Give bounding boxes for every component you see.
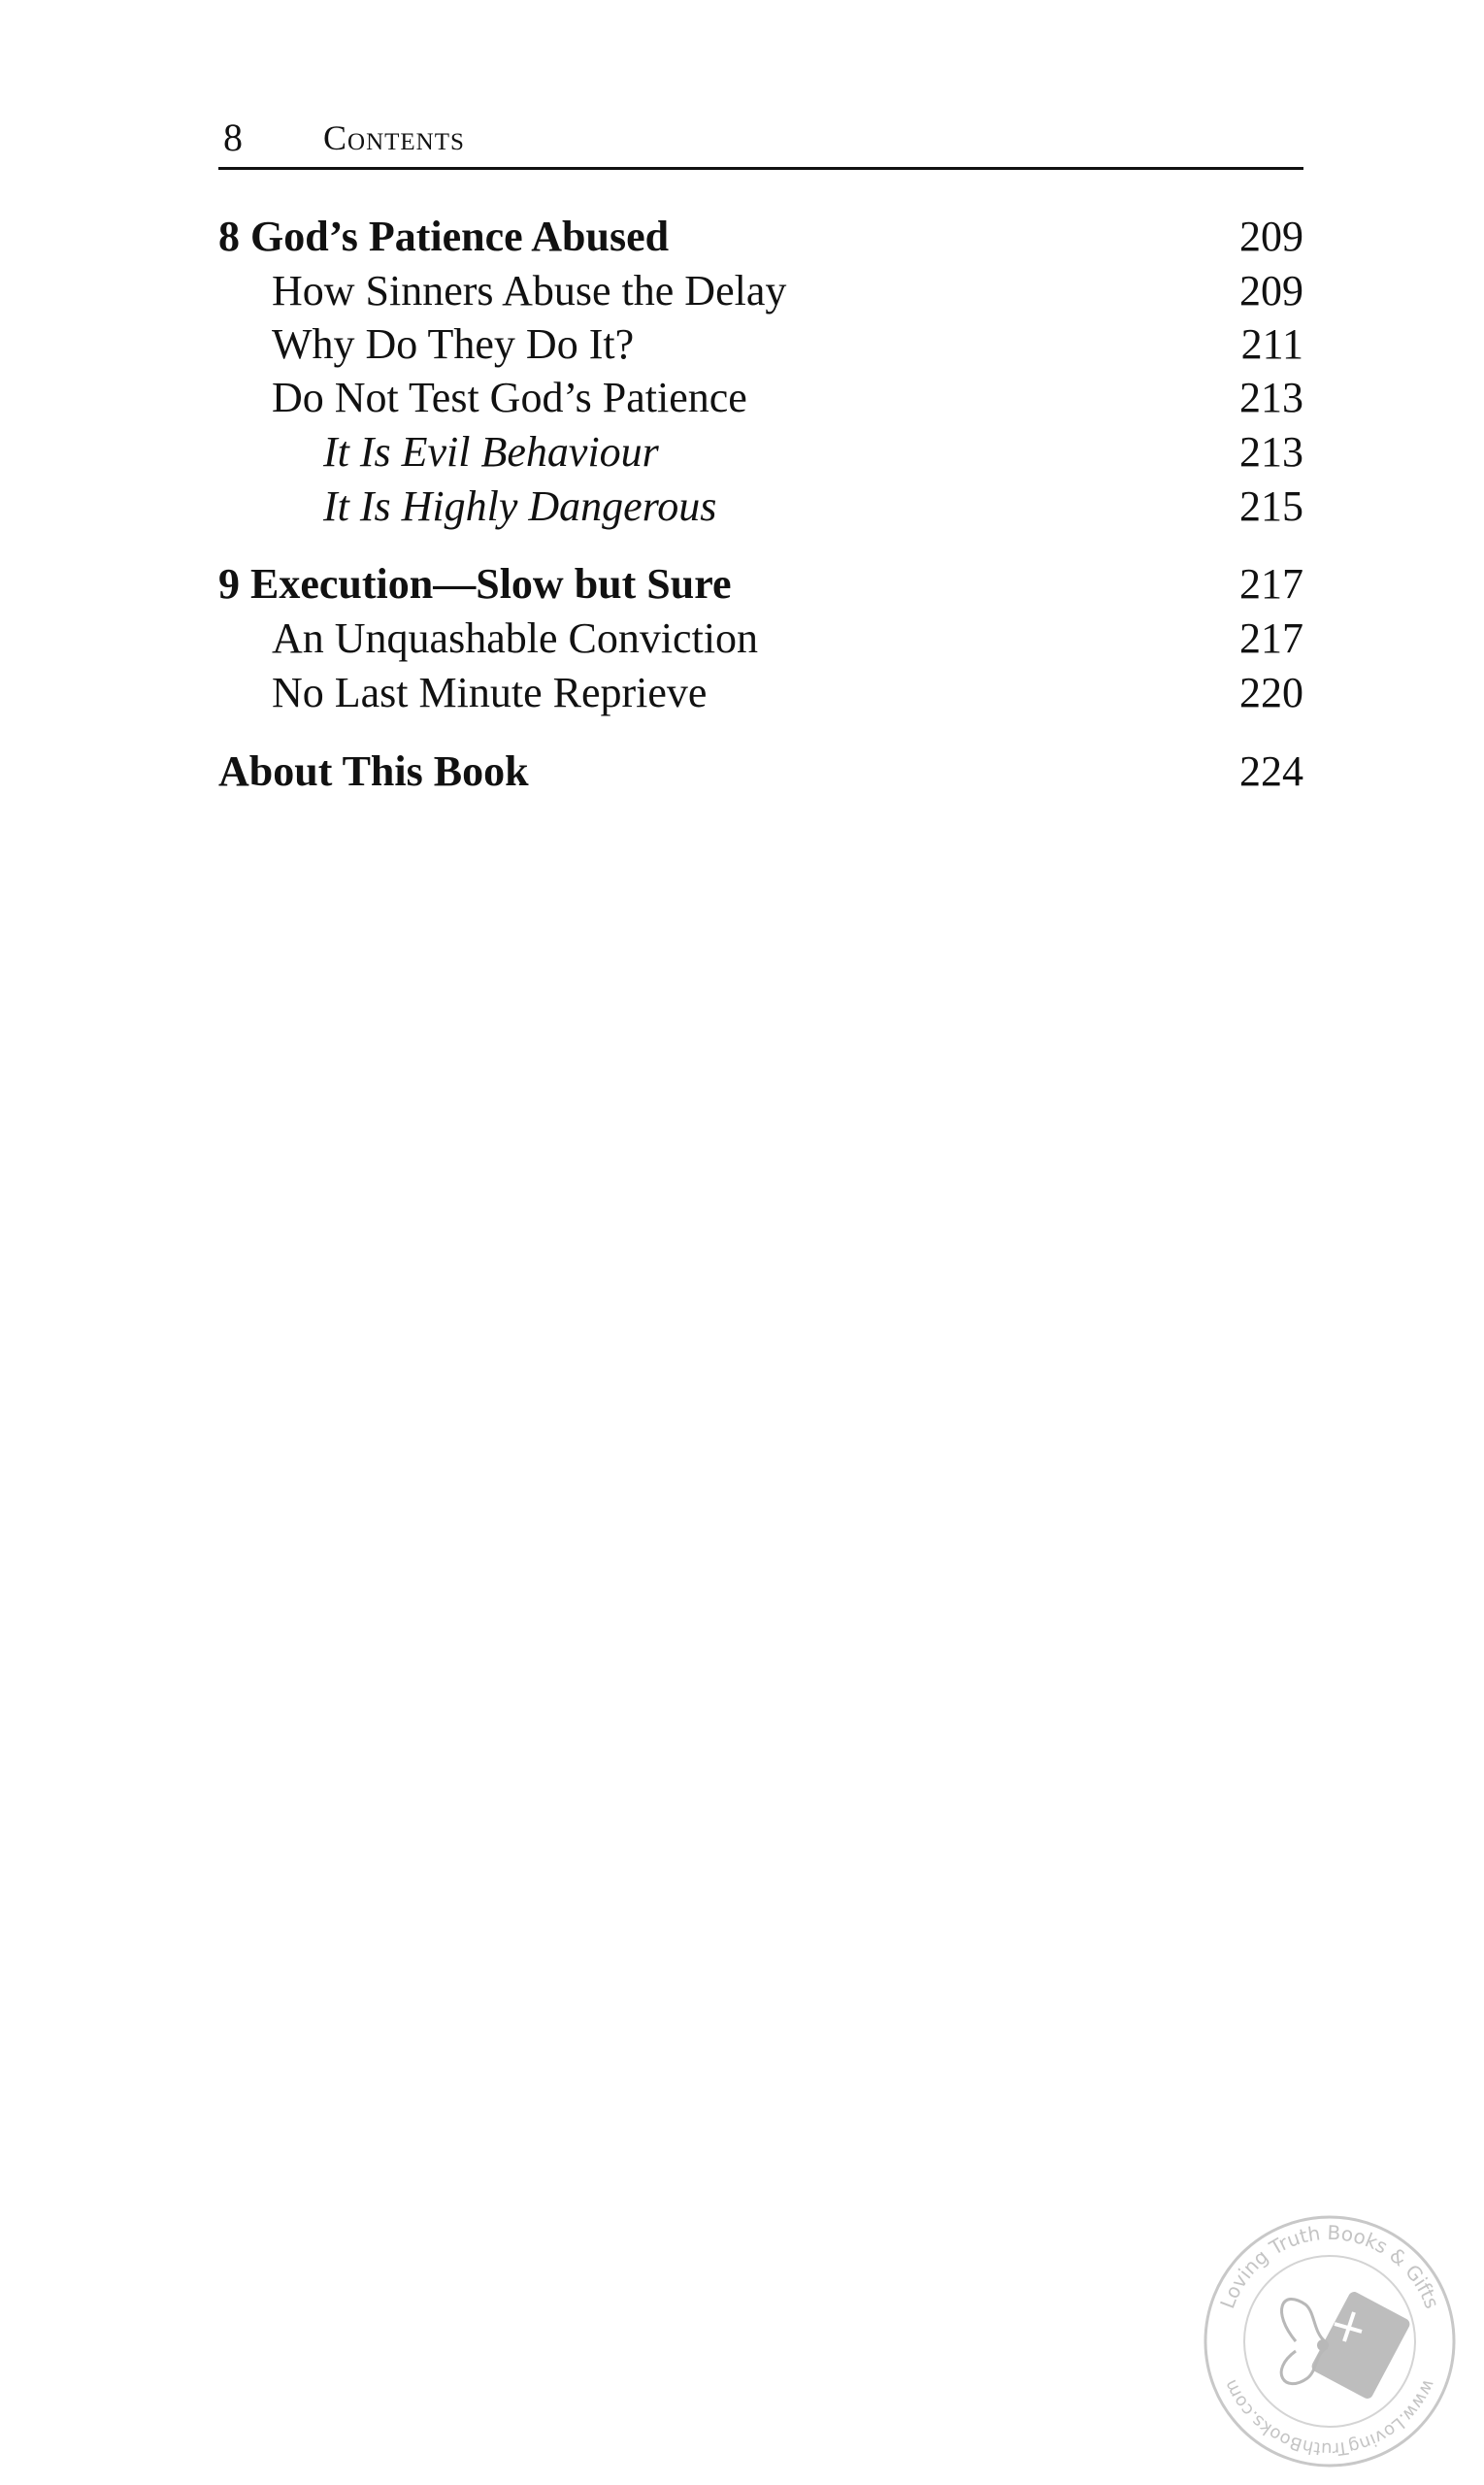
toc-entry-label: 8 God’s Patience Abused	[218, 213, 670, 260]
toc-entry-label: About This Book	[218, 747, 529, 795]
toc-entry-page: 217	[1239, 560, 1303, 608]
toc-entry-page: 215	[1239, 482, 1303, 530]
toc-entry-label: It Is Evil Behaviour	[323, 428, 659, 476]
toc-entry-page: 220	[1239, 669, 1303, 716]
toc-entry-section	[218, 666, 1303, 720]
toc-entry-section	[218, 612, 1303, 666]
toc-entry-label: 9 Execution—Slow but Sure	[218, 560, 732, 608]
toc-entry-page: 209	[1239, 267, 1303, 315]
toc-entry-page: 209	[1239, 213, 1303, 260]
page-number: 8	[223, 116, 243, 159]
toc-entry-section	[218, 317, 1303, 372]
toc-entry-page: 217	[1239, 614, 1303, 662]
toc-entry-chapter-9	[218, 557, 1303, 612]
toc-entry-subsection	[218, 480, 1303, 534]
toc-entry-section	[218, 371, 1303, 425]
toc-entry-page: 211	[1240, 320, 1303, 368]
toc-entry-label: Why Do They Do It?	[272, 320, 635, 368]
toc-entry-about	[218, 745, 1303, 799]
watermark-seal	[1189, 2196, 1470, 2477]
running-title: Contents	[323, 118, 465, 157]
toc-entry-page: 224	[1239, 747, 1303, 795]
toc-entry-page: 213	[1239, 374, 1303, 421]
gift-book-icon	[1281, 2290, 1411, 2401]
toc-entry-chapter-8	[218, 210, 1303, 264]
running-head	[218, 109, 1303, 167]
watermark-text-bottom: www.LovingTruthBooks.com	[1220, 2376, 1439, 2460]
toc-entry-page: 213	[1239, 428, 1303, 476]
toc-entry-label: How Sinners Abuse the Delay	[272, 267, 787, 315]
toc-entry-subsection	[218, 425, 1303, 480]
toc-entry-section	[218, 264, 1303, 318]
toc-entry-label: An Unquashable Conviction	[272, 614, 759, 662]
header-rule	[218, 167, 1303, 170]
toc-entry-label: Do Not Test God’s Patience	[272, 374, 747, 421]
toc-entry-label: No Last Minute Reprieve	[272, 669, 708, 716]
toc-entry-label: It Is Highly Dangerous	[323, 482, 717, 530]
watermark-text-top: Loving Truth Books & Gifts	[1215, 2220, 1444, 2312]
